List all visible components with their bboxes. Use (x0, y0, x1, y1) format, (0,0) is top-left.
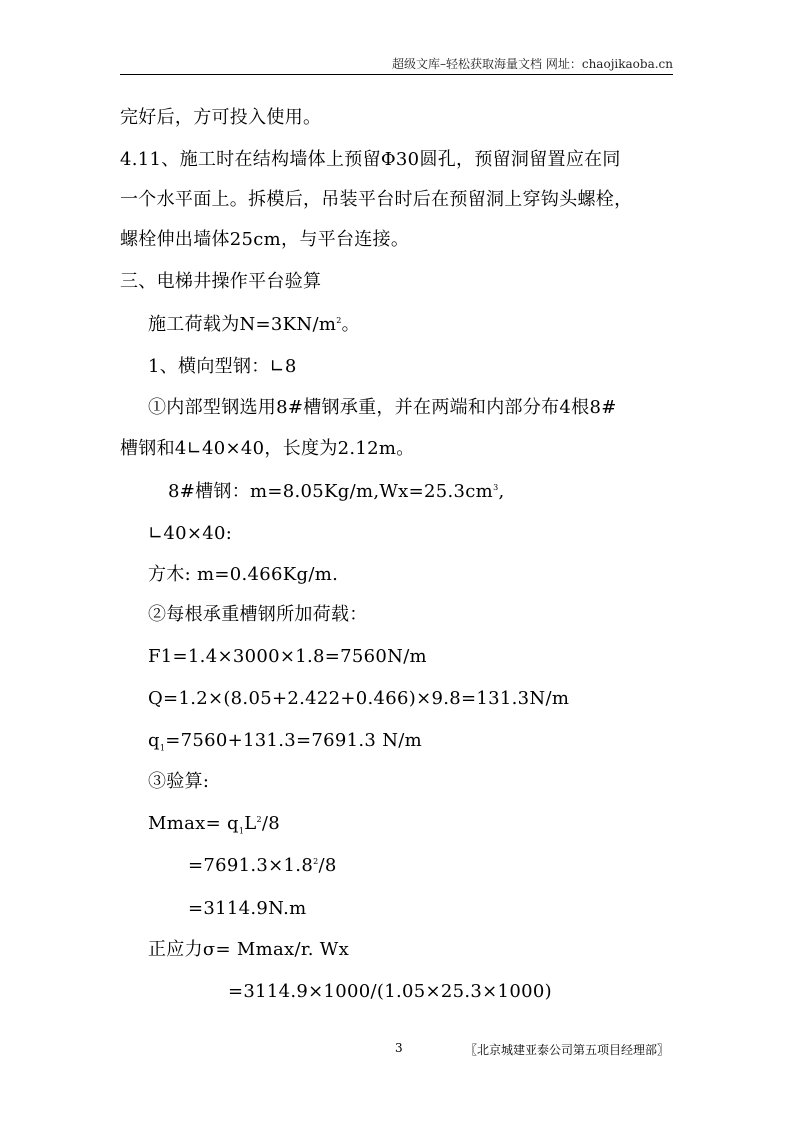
text-line-15: Q=1.2×(8.05+2.422+0.466)×9.8=131.3N/m (148, 688, 570, 709)
text-line-18 (148, 812, 280, 836)
text-line-6-end: 。 (341, 314, 360, 335)
text-line-11: ∟40×40: (148, 523, 233, 544)
text-line-12: 方木: m=0.466Kg/m. (148, 564, 339, 585)
subscript: 1 (159, 743, 166, 753)
text-line-2: 4.11、施工时在结构墙体上预留Φ30圆孔，预留洞留置应在同 (120, 149, 621, 170)
text-line-19-a: =7691.3×1.8 (188, 855, 314, 876)
footer-organization: 〖北京城建亚泰公司第五项目经理部〗 (464, 1043, 669, 1057)
text-line-22: =3114.9×1000/(1.05×25.3×1000) (228, 981, 552, 1002)
text-line-16 (148, 729, 422, 753)
superscript: 3 (493, 483, 499, 492)
text-line-9: 槽钢和4∟40×40，长度为2.12m。 (120, 438, 415, 459)
text-line-4: 螺栓伸出墙体25cm，与平台连接。 (120, 229, 410, 250)
text-line-14: F1=1.4×3000×1.8=7560N/m (148, 646, 427, 667)
text-line-6 (148, 313, 360, 337)
text-line-16-main: =7560+131.3=7691.3 N/m (165, 730, 422, 751)
text-line-10-main: 8#槽钢：m=8.05Kg/m,Wx=25.3cm (168, 481, 494, 502)
text-line-3: 一个水平面上。拆模后，吊装平台时后在预留洞上穿钩头螺栓， (120, 189, 633, 210)
text-line-6-main: 施工荷载为N=3KN/m (148, 314, 337, 335)
text-line-18-a: Mmax= q (148, 813, 239, 834)
text-line-7: 1、横向型钢：∟8 (148, 356, 297, 377)
text-line-19 (188, 854, 337, 878)
text-line-1: 完好后，方可投入使用。 (120, 107, 322, 128)
text-line-13: ②每根承重槽钢所加荷载： (148, 604, 368, 625)
text-line-19-b: /8 (318, 855, 337, 876)
superscript: 2 (256, 815, 262, 824)
text-line-21: 正应力σ= Mmax/r. Wx (148, 939, 350, 960)
superscript: 2 (336, 316, 342, 325)
page-number: 3 (395, 1041, 403, 1055)
text-line-8: ①内部型钢选用8#槽钢承重，并在两端和内部分布4根8# (148, 397, 617, 418)
section-heading: 三、电梯井操作平台验算 (120, 271, 322, 292)
text-line-20: =3114.9N.m (188, 898, 307, 919)
superscript: 2 (313, 857, 319, 866)
subscript: 1 (238, 826, 245, 836)
text-line-18-b: L (244, 813, 257, 834)
text-line-16-q: q (148, 730, 160, 751)
page-header: 超级文库–轻松获取海量文档 网址：chaojikaoba.cn (392, 57, 673, 71)
header-rule (120, 74, 673, 75)
text-line-10 (168, 480, 504, 504)
text-line-10-end: , (498, 481, 505, 502)
text-line-17: ③验算: (148, 771, 210, 792)
text-line-18-c: /8 (261, 813, 280, 834)
